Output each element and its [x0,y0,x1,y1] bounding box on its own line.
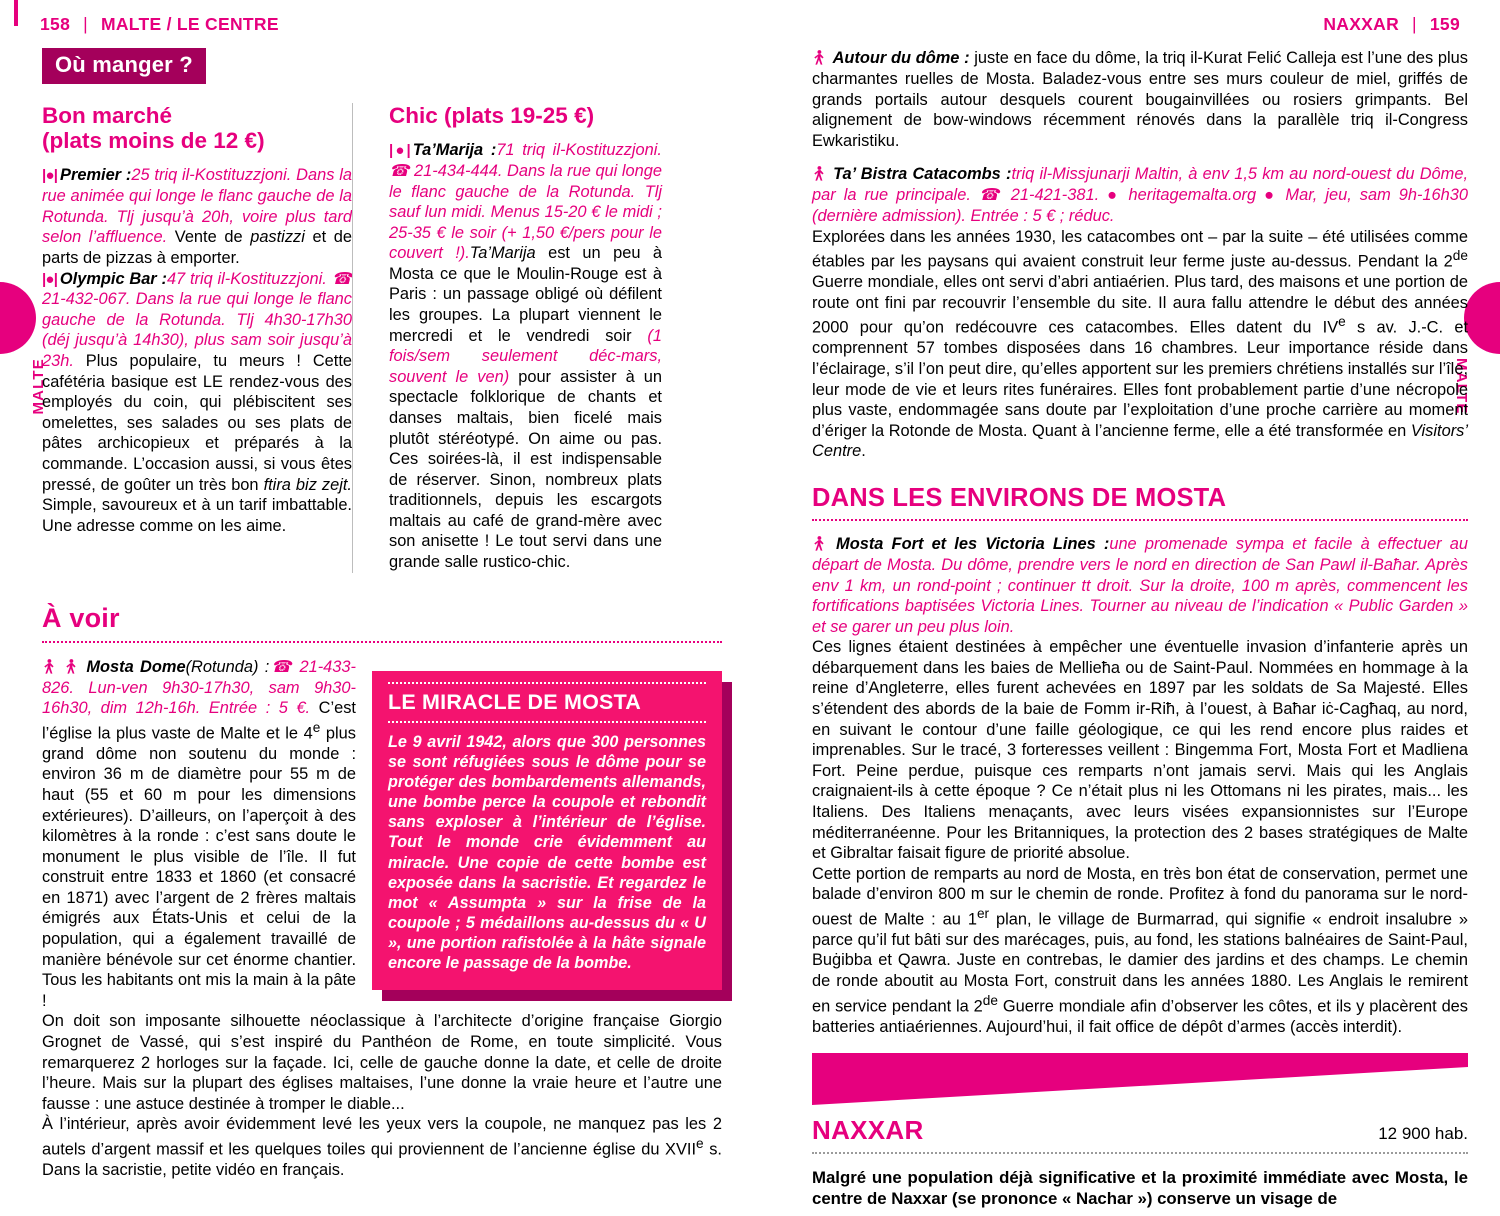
listing-name: Premier : [60,166,132,185]
listing-review-italic: ftira biz zejt. [263,475,352,494]
runhead-separator-right: | [1412,14,1417,34]
mosta-dome-paragraph-2: On doit son imposante silhouette néoclassique à l’architecte d’origine française Giorgio Grognet de Vassé, qui s’est inspiré du Panthéon de Rome, en toute simplicité. Vous remarquerez 2 horloges sur la façade. Ici, celle de gauche donne la date, et celle de droite l’heure. Mais sur la plupart des églises maltaises, l’une donne la vraie heure et l’autre une fausse : une astuce destinée à tromper le diable... [42,1012,722,1113]
listing-premier [42,165,352,268]
walk-icon [812,536,833,553]
heading-bon-marche-line2: (plats moins de 12 €) [42,128,265,154]
para2-b: plan, le village de Burmarrad, qui signifie « endroit insalubre » parce qu’il fut bâti sur des marécages, puis, au fond, les stations balnéaires de Saint-Paul, Buġibba et Qawra. Juste en contrebas, le damier des jardins et des champs. Le chemin de ronde aboutit au Mosta Fort, construit dans les années 1880. Les Anglais le remirent en service pendant la 2 [812,910,1468,1016]
page-number-right: 159 [1429,14,1460,34]
town-block-naxxar [812,1053,1468,1210]
heading-a-voir: À voir [42,602,120,633]
ordinal-superscript: de [1452,248,1468,264]
walk-icon [42,659,61,676]
listing-body: juste en face du dôme, la triq il-Kurat Felić Calleja est l’une des plus charmantes ruelles de Mosta. Baladez-vous entre ses murs couleur de miel, griffés de grands portails autour desquels courent bougainvillées ou rosiers grimpants. Bel alignement de bow-windows récemment rénovés dans la parallèle triq il-Congress Ewkaristiku. [812,49,1468,150]
heading-bon-marche [42,103,352,153]
town-title: NAXXAR [812,1115,924,1146]
heading-chic: Chic (plats 19-25 €) [389,103,595,128]
walk-icon [64,659,83,676]
naxxar-title-row [812,1115,1468,1146]
runhead-title-right: NAXXAR [1323,14,1400,34]
running-head-right [1323,14,1460,35]
listing-name: Mosta Fort et les Victoria Lines : [836,534,1110,553]
para-c: s av. J.-C. et comprennent 57 tombes disposées dans 16 chambres. Leur importance réside dans l’éclairage, s’il l’on peut dire, qu’elles apportent sur les premiers chrétiens installés sur l’île, leur mode de vie et leurs rites funéraires. Elles font probablement partie d’une nécropole plus vaste, endommagée sans doute par l’exploitation d’une proche carrière au moment d’ériger la Rotonde de Mosta. Quant à l’ancienne ferme, elle a été transformée en [812,318,1469,440]
left-edge-blob [0,282,36,354]
ordinal-superscript: e [312,719,321,735]
walk-icon [812,166,830,183]
heading-bon-marche-line1: Bon marché [42,103,173,128]
listing-review-a: est un peu à Mosta ce que le Moulin-Rouge est à Paris : un passage obligé où défilent les groupes. La plupart viennent le mercredi et le vendredi soir [389,244,662,345]
naxxar-wedge-graphic [812,1053,1468,1105]
section-environs-de-mosta [812,484,1468,1037]
restaurants-two-column [42,103,722,573]
listing-details: 25 triq il-Kostituzzjoni. Dans la rue animée qui longe le flanc gauche de la Rotunda. Tlj jusqu’à 20h, voire plus tard selon l’affluence. [42,166,353,247]
listing-details: une promenade sympa et facile à effectuer au départ de Mosta. Du dôme, prendre vers le nord en direction de San Pawl il-Baħar. Après env 1 km, un rond-point ; continuer tt droit. Sur la droite, 100 m après, commencent les fortifications baptisées Victoria Lines. Tourner au niveau de l’indication « Public Garden » et se garer un peu plus loin. [812,534,1468,636]
listing-name: Autour du dôme : [832,49,970,67]
para3-a: À l’intérieur, après avoir évidemment levé les yeux vers la coupole, ne manquez pas les 2 autels d’argent massif et les quelques toiles qui proviennent de l’ancienne église du XVII [42,1115,722,1159]
dotted-rule [42,641,722,643]
runhead-separator-left: | [83,14,88,34]
restaurant-icon: |●| [389,142,410,160]
victoria-lines-paragraph-1: Ces lignes étaient destinées à empêcher une éventuelle invasion d’infanterie après un débarquement dans les baies de Mellieħa ou de Saint-Paul. Nommées en hommage à la reine d’Angleterre, elles furent achevées en 1897 par les soldats de Sa Majesté. Elles s’étendent des abords de la baie de Fomm ir-Riħ, à l’ouest, à Baħar iċ-Cagħaq, au nord, en suivant le contour d’une faille géologique, ce qui les rend encore plus raides et imprenables. Sur le tracé, 3 forteresses veillent : Bingemma Fort, Mosta Fort et Madliena Fort. Peine perdue, puisque ces remparts n’ont jamais servi. Mais qui les Anglais craignaient-ils à cette époque ? Ce n’était plus ni les Ottomans ni les pirates, mais... les Italiens. Des Italiens menaçants, avec leurs visées expansionnistes sur l’Europe méditerranéenne. Pour les Britanniques, la protection des 2 bases stratégiques de Malte et Gibraltar faisait figure de priorité absolue. [812,638,1468,863]
left-page-column [42,48,722,1208]
listing-review-a: Vente de [167,228,251,247]
walk-icon [812,50,830,67]
heading-environs: DANS LES ENVIRONS DE MOSTA [812,483,1227,512]
listing-olympic-bar [42,269,352,537]
listing-review-b: Simple, savoureux et à un tarif imbattable. Une adresse comme on les aime. [42,496,352,535]
right-page-column [812,48,1468,1213]
listing-details: ☎ 21-433-826. Lun-ven 9h30-17h30, sam 9h30-16h30, dim 12h-16h. Entrée : 5 €. [42,657,356,718]
right-edge-blob [1464,282,1500,354]
ordinal-superscript: e [1338,314,1346,330]
ordinal-superscript: e [696,1135,704,1151]
listing-autour-du-dome [812,48,1468,151]
victoria-lines-paragraph-2 [812,864,1468,1038]
para3-b: s. Dans la sacristie, petite vidéo en français. [42,1140,722,1179]
listing-ta-marija [389,140,662,572]
page-number-left: 158 [40,14,71,34]
miracle-dotted-rule-top [388,682,706,684]
listing-review-lead: Ta’Marija [469,244,536,263]
mosta-dome-paragraph-3 [42,1114,722,1180]
listing-details: 71 triq il-Kostituzzjoni. ☎ 21-434-444. Dans la rue qui longe le flanc gauche de la Rotunda. Tlj sauf lun midi. Menus 15-20 € le midi ; 25-35 € le soir (+ 1,50 €/pers pour le couvert !). [389,141,662,263]
para2-a: Cette portion de remparts au nord de Mosta, en très bon état de conservation, permet une balade d’environ 800 m sur le chemin de ronde. Profitez à fond du panorama sur le nord-ouest de Malte : au 1 [812,864,1468,929]
listing-details: triq il-Missjunarji Maltin, à env 1,5 km au nord-ouest du Dôme, par la rue principale. ☎ 21-421-381. ● heritagemalta.org ● Mar, jeu, sam 9h-16h30 (dernière admission). Entrée : 5 € ; réduc. [812,165,1469,226]
listing-details: 47 triq il-Kostituzzjoni. ☎ 21-432-067. Dans la rue qui longe le flanc gauche de la Rotunda. Tlj 4h30-17h30 (déj jusqu’à 14h30), plus sam soir jusqu’à 23h. [42,269,352,371]
para2-c: Guerre mondiale afin d’observer les côtes, et ils y placèrent des batteries antiaériennes. Aujourd’hui, il fait office de dépôt d’armes (accès interdit). [812,997,1468,1036]
running-head-left [40,14,279,35]
para-d: . [861,442,866,461]
left-edge-tab-label: MALTE [30,358,47,415]
dotted-rule [812,519,1468,521]
right-edge-tab-label: MALTE [1453,358,1470,415]
section-a-voir [42,603,722,1181]
town-intro-text: Malgré une population déjà significative et la proximité immédiate avec Mosta, le centre de Naxxar (se prononce « Nachar ») conserve un visage de [812,1168,1468,1209]
ordinal-superscript: er [976,905,990,921]
para-b: Guerre mondiale, elles ont servi d’abri antiaérien. Plus tard, des maisons et une portion de route ont fini par recouvrir l’ensemble du site. Il aura fallu attendre le début des années 2000 pour qu’on redécouvre ces catacombes. Elles datent du IV [812,273,1468,337]
listing-review-italic: pastizzi [250,228,305,247]
listing-review-italic: (1 fois/sem seulement déc-mars, souvent le ven) [389,326,662,386]
listing-para1-b: plus grand dôme non soutenu du monde : environ 36 m de diamètre pour 55 m de haut (55 et 60 m pour les dimensions extérieures). D’ailleurs, on l’aperçoit à des kilomètres à la ronde : c’est sans doute le monument le plus visible de l’île. Il fut construit entre 1833 et 1860 (et consacré en 1871) avec l’argent de 2 frères maltais émigrés aux États-Unis et celui de la population, qui a également travaillé de manière bénévole sur cet énorme chantier. Tous les habitants ont mis la main à la pâte ! [42,724,356,1010]
para-a: Explorées dans les années 1930, les catacombes ont – par la suite – été utilisées comme étables par les paysans qui avaient construit leur ferme juste au-dessus. Pendant la 2 [812,227,1468,271]
listing-ta-bistra-catacombs [812,164,1468,226]
miracle-dotted-rule-bottom [388,721,706,723]
miracle-box-text: Le 9 avril 1942, alors que 300 personnes se sont réfugiées sous le dôme pour se protéger des bombardements allemands, une bombe perce la coupole et rebondit sans exploser à l’intérieur de l’église. Tout le monde crie évidemment au miracle. Une copie de cette bombe est exposée dans la sacristie. Et regardez le mot « Assumpta » sur la frise de la coupole ; 5 médaillons au-dessus du « U », une portion rafistolée à la hâte signale encore le passage de la bombe. [388,732,706,973]
catacombs-paragraph [812,227,1468,462]
listing-name: Ta’ Bistra Catacombs : [833,165,1012,184]
column-bon-marche [42,103,352,573]
listing-name: Olympic Bar : [59,269,167,288]
restaurant-icon: |●| [42,270,57,288]
listing-name: Mosta Dome [86,657,186,676]
listing-para1-a: C’est l’église la plus vaste de Malte et le 4 [42,699,356,743]
runhead-title-left: MALTE / LE CENTRE [100,14,279,34]
para-italic: Visitors’ Centre [812,421,1468,461]
dotted-rule [812,1152,1468,1154]
column-chic [352,103,662,573]
section-banner-ou-manger: Où manger ? [42,48,206,84]
listing-review-b: et de parts de pizzas à emporter. [42,228,352,267]
listing-review-b: pour assister à un spectacle folklorique de chants et danses maltais, bien ficelé mais plutôt stéréotypé. On aime ou pas. Ces soirées-là, il est indispensable de réserver. Sinon, nombreux plats traditionnels, depuis les escargots maltais au café de grand-mère avec son anisette ! Le tout servi dans une grande salle rustico-chic. [389,367,662,571]
listing-mosta-fort [812,534,1468,637]
miracle-box-title: LE MIRACLE DE MOSTA [388,689,642,714]
listing-name-paren: (Rotunda) : [185,657,270,676]
miracle-box-body [372,671,722,990]
restaurant-icon: |●| [42,167,58,185]
sidebar-miracle-box [372,671,722,990]
left-edge-rule [14,0,18,26]
listing-name: Ta’Marija : [412,141,497,160]
ordinal-superscript: de [982,992,998,1008]
listing-review-a: Plus populaire, tu meurs ! Cette cafétéria basique est LE rendez-vous des employés du coin, qui plébiscitent ses omelettes, ses salades ou ses plats de pâtes archicopieux et préparés à la commande. L’occasion aussi, si vous êtes pressé, de goûter un très bon [42,352,352,494]
town-population: 12 900 hab. [1378,1124,1468,1144]
